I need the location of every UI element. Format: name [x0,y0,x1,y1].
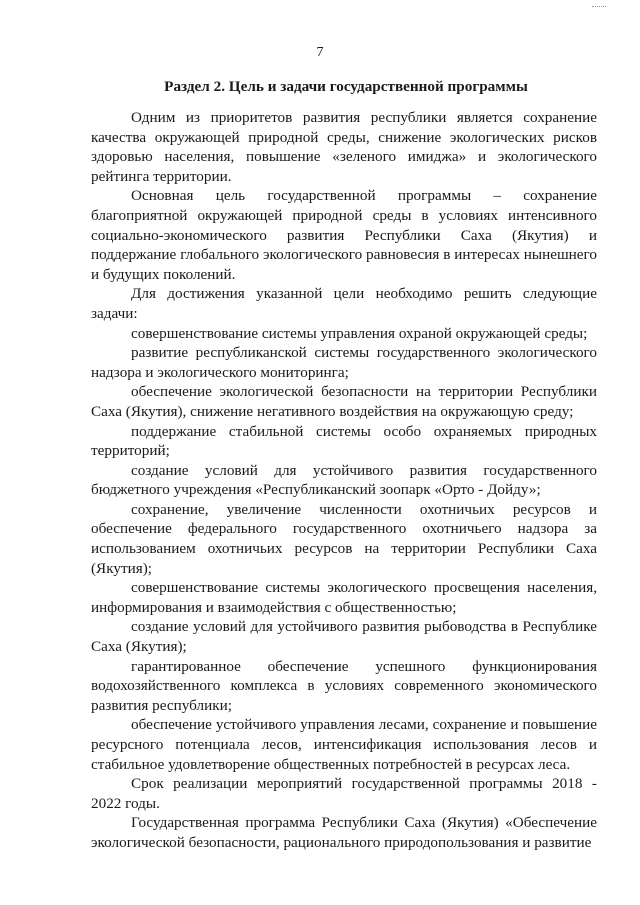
task-item: создание условий для устойчивого развития государственного бюджетного учреждения «Республиканский зоопарк «Орто - Дойду»; [91,461,597,499]
task-item: сохранение, увеличение численности охотничьих ресурсов и обеспечение федерального государственного охотничьего надзора за использованием охотничьих ресурсов на территории Республики Саха (Якутия); [91,500,597,577]
task-item: обеспечение устойчивого управления лесами, сохранение и повышение ресурсного потенциала лесов, интенсификация использования лесов и стабильное удовлетворение общественных потребностей в ресурсах леса. [91,716,597,773]
paragraph-goal: Основная цель государственной программы – сохранение благоприятной окружающей природной среды в условиях интенсивного социально-экономического развития Республики Саха (Якутия) и поддержание глобального экологического равновесия в интересах нынешнего и будущих поколений. [91,187,597,283]
task-item: совершенствование системы экологического просвещения населения, информирования и взаимодействия с общественностью; [91,579,597,616]
task-item: совершенствование системы управления охраной окружающей среды; [131,324,588,342]
task-item: развитие республиканской системы государственного экологического надзора и экологического мониторинга; [91,344,597,381]
paragraph-program: Государственная программа Республики Саха (Якутия) «Обеспечение экологической безопасности, рационального природопользования и развитие [91,814,597,851]
section-heading: Раздел 2. Цель и задачи государственной программы [164,78,528,95]
page-number: 7 [316,45,324,60]
task-item: создание условий для устойчивого развития рыбоводства в Республике Саха (Якутия); [91,618,597,656]
task-item: поддержание стабильной системы особо охраняемых природных территорий; [91,422,597,460]
paragraph-timeline: Срок реализации мероприятий государственной программы 2018 - 2022 годы. [91,775,597,812]
paragraph-intro: Одним из приоритетов развития республики является сохранение качества окружающей природной среды, снижение экологических рисков здоровью населения, повышение «зеленого имиджа» и экологического рейтинга территории. [91,109,597,185]
task-item: обеспечение экологической безопасности на территории Республики Саха (Якутия), снижение негативного воздействия на окружающую среду; [91,383,597,420]
task-item: гарантированное обеспечение успешного функционирования водохозяйственного комплекса в условиях современного экономического развития республики; [91,657,597,714]
paragraph-tasks-intro: Для достижения указанной цели необходимо решить следующие задачи: [91,285,597,322]
body-text [91,108,597,853]
corner-mark [592,6,606,7]
